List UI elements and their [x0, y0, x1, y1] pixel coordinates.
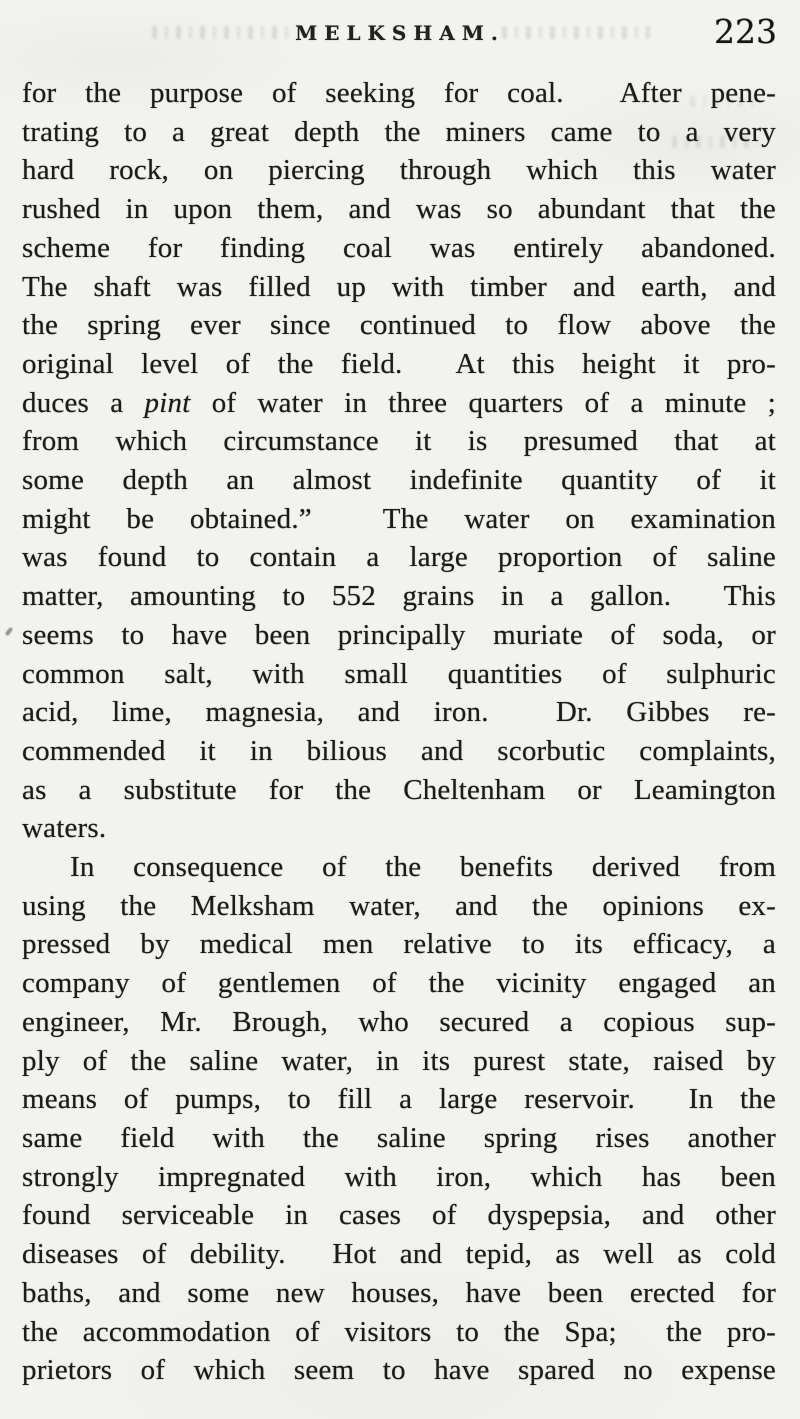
text-segment: commended it in bilious and scorbutic complaints, [22, 734, 776, 767]
text-segment: company of gentlemen of the vicinity engaged an [22, 967, 776, 1000]
text-segment: the accommodation of visitors to the Spa; the pro- [22, 1315, 776, 1348]
text-segment: hard rock, on piercing through which this water [22, 154, 776, 187]
text-line [22, 1119, 776, 1158]
text-segment: duces a [22, 386, 145, 419]
text-segment: rushed in upon them, and was so abundant that the [22, 193, 776, 226]
text-segment: of water in three quarters of a minute ; [190, 386, 776, 419]
text-line [22, 151, 776, 190]
text-line [22, 616, 776, 655]
text-line [22, 1351, 776, 1390]
paragraph [22, 74, 776, 848]
italic-text: pint [144, 386, 191, 419]
text-line [22, 655, 776, 694]
text-line [22, 1042, 776, 1081]
text-segment: baths, and some new houses, have been erected for [22, 1276, 776, 1309]
page-header [0, 12, 800, 56]
text-line [22, 577, 776, 616]
text-segment: prietors of which seem to have spared no expense [22, 1354, 776, 1387]
scan-speck [5, 627, 14, 637]
text-segment: strongly impregnated with iron, which has been [22, 1160, 776, 1193]
text-segment: was found to contain a large proportion of saline [22, 541, 776, 574]
text-line [22, 1196, 776, 1235]
running-title: MELKSHAM. [295, 21, 505, 45]
text-line [22, 306, 776, 345]
text-line [22, 422, 776, 461]
text-line [22, 190, 776, 229]
text-line [22, 461, 776, 500]
text-line [22, 771, 776, 810]
text-segment: The shaft was filled up with timber and earth, and [22, 270, 776, 303]
text-segment: scheme for finding coal was entirely abandoned. [22, 231, 776, 264]
scan-smudge [152, 26, 292, 39]
text-segment: as a substitute for the Cheltenham or Leamington [22, 773, 776, 806]
text-line [22, 384, 776, 423]
text-segment: means of pumps, to fill a large reservoir. In the [22, 1083, 776, 1116]
text-segment: found serviceable in cases of dyspepsia, and other [22, 1199, 776, 1232]
scan-smudge [502, 26, 650, 39]
text-line [22, 1080, 776, 1119]
text-line [22, 1274, 776, 1313]
text-line [22, 848, 776, 887]
text-line [22, 74, 776, 113]
text-line [22, 693, 776, 732]
text-line [22, 925, 776, 964]
text-segment: using the Melksham water, and the opinions ex- [22, 889, 776, 922]
text-segment: might be obtained.” The water on examination [22, 502, 776, 535]
page-body [22, 74, 776, 1390]
text-segment: from which circumstance it is presumed that at [22, 425, 776, 458]
text-line [22, 229, 776, 268]
text-line [22, 1003, 776, 1042]
text-segment: some depth an almost indefinite quantity of it [22, 464, 776, 497]
text-line [22, 345, 776, 384]
text-line [22, 964, 776, 1003]
text-line [22, 113, 776, 152]
text-segment: acid, lime, magnesia, and iron. Dr. Gibbes re- [22, 696, 776, 729]
text-segment: In consequence of the benefits derived from [70, 851, 776, 884]
text-segment: for the purpose of seeking for coal. After pene- [22, 77, 776, 109]
text-line [22, 268, 776, 307]
text-segment: pressed by medical men relative to its efficacy, a [22, 928, 776, 961]
text-segment: diseases of debility. Hot and tepid, as well as cold [22, 1238, 776, 1271]
paragraph [22, 848, 776, 1390]
text-segment: trating to a great depth the miners came to a very [22, 115, 776, 148]
text-segment: waters. [22, 812, 107, 845]
text-line [22, 809, 776, 848]
text-segment: the spring ever since continued to flow above the [22, 309, 776, 342]
text-segment: engineer, Mr. Brough, who secured a copious sup- [22, 1005, 776, 1038]
text-line [22, 538, 776, 577]
text-segment: matter, amounting to 552 grains in a gallon. This [22, 580, 776, 613]
text-segment: common salt, with small quantities of sulphuric [22, 657, 776, 690]
text-line [22, 887, 776, 926]
text-segment: ply of the saline water, in its purest state, raised by [22, 1044, 776, 1077]
text-segment: same field with the saline spring rises another [22, 1121, 776, 1154]
text-line [22, 1158, 776, 1197]
text-segment: seems to have been principally muriate of soda, or [22, 618, 776, 651]
text-line [22, 1313, 776, 1352]
page-number: 223 [714, 12, 777, 51]
text-segment: original level of the field. At this height it pro- [22, 347, 776, 380]
text-line [22, 1235, 776, 1274]
text-line [22, 732, 776, 771]
text-line [22, 500, 776, 539]
